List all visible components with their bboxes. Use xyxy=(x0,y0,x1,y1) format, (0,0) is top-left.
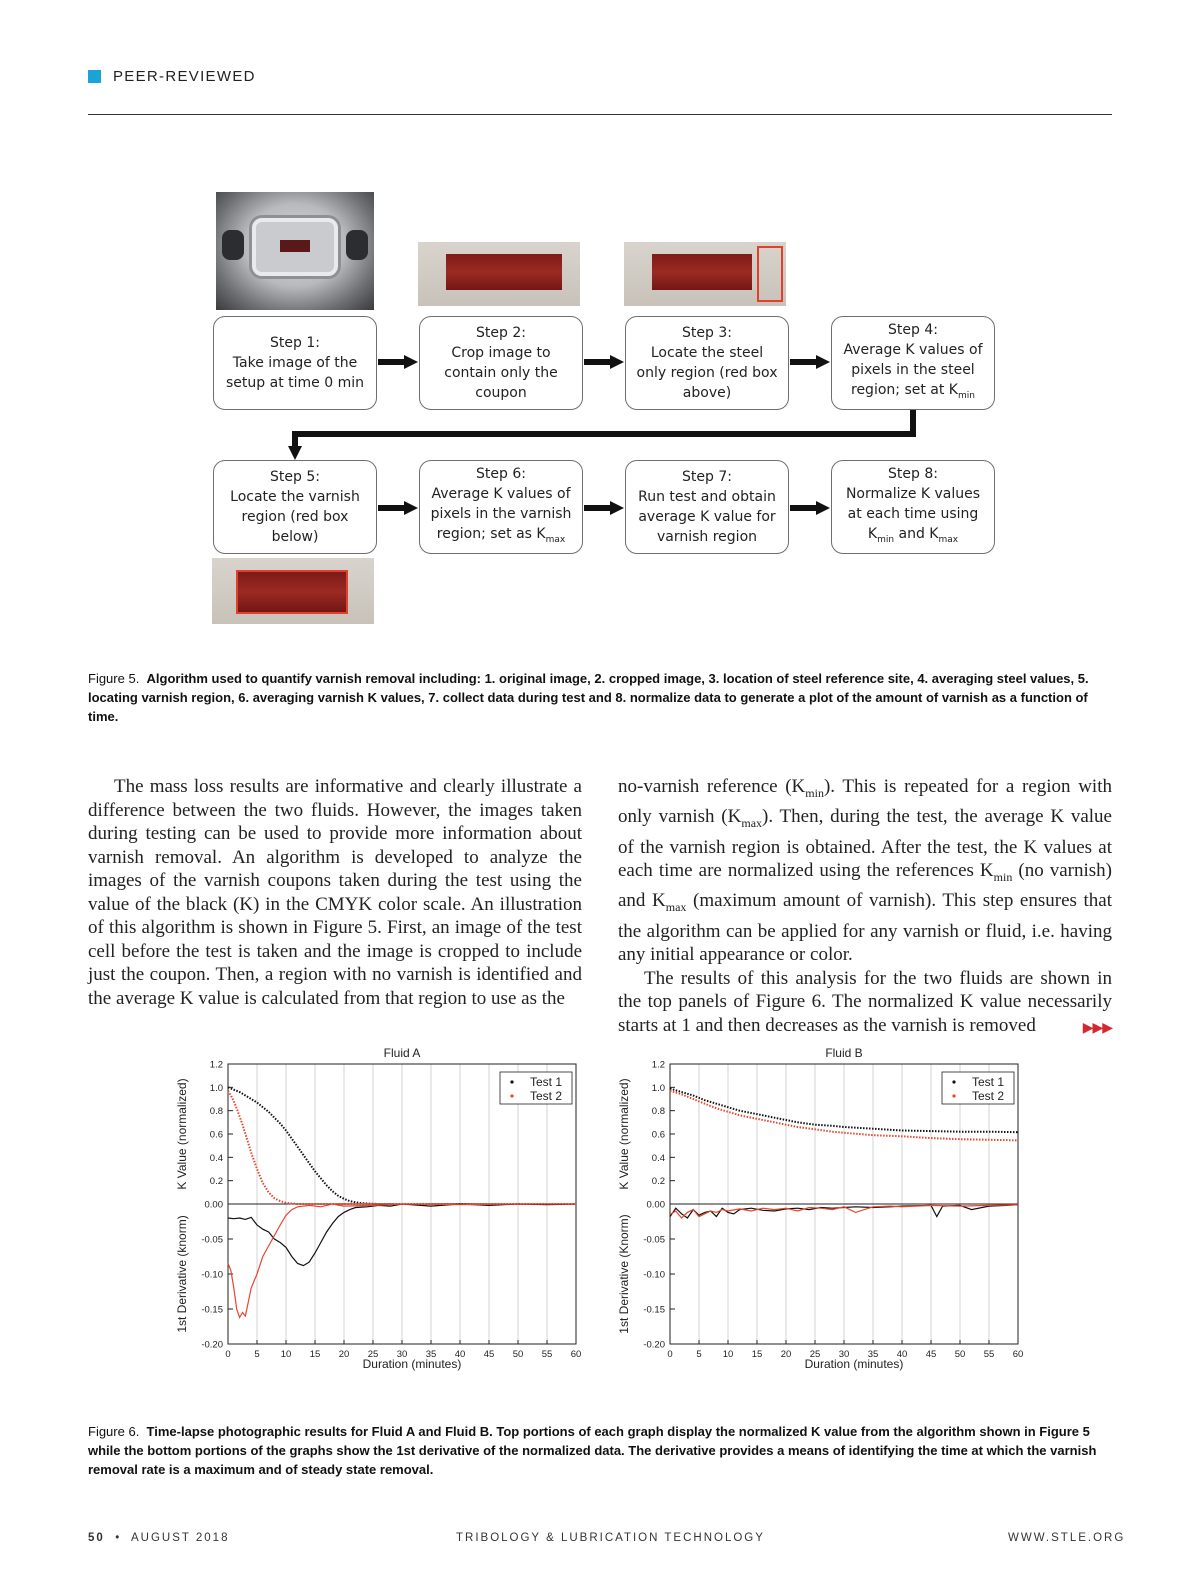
chart-fluid-b-svg xyxy=(612,1046,1032,1396)
legend-marker xyxy=(952,1094,955,1097)
y-tick-label: -0.20 xyxy=(643,1339,665,1351)
x-tick-label: 60 xyxy=(1012,1349,1024,1360)
y-tick-label: -0.20 xyxy=(201,1339,223,1351)
figure5-caption: Figure 5. Algorithm used to quantify varnish removal including: 1. original image, 2. cropped image, 3. location of steel reference site, 4. averaging steel values, 5. locating varnish region, 6. averaging varnish K values, 7. collect data during test and 8. normalize data to generate a plot of the amount of varnish as a function of time. xyxy=(88,671,1089,724)
x-tick-label: 55 xyxy=(983,1349,995,1360)
paragraph: The mass loss results are informative and clearly illustrate a difference between the two fluids. However, the images taken during testing can be used to provide more information about varnish removal. An algorithm is developed to analyze the images of the varnish coupons taken during the test using the value of the black (K) in the CMYK color scale. An illustration of this algorithm is shown in Figure 5. First, an image of the test cell before the test is taken and the image is cropped to include just the coupon. Then, a region with no varnish is identified and the average K value is calculated from that region to use as the xyxy=(88,776,582,1009)
x-tick-label: 20 xyxy=(338,1349,350,1360)
y-axis-label-bottom: 1st Derivative (knorm) xyxy=(175,1215,189,1333)
paragraph: no-varnish reference $(K_{min})$. This is repeated for a region with only varnish $(K_{max})$. Then, during the test, the average K value of the varnish region is obtained. After the test, the K values at each time are normalized using the references $K_{min}$ (no varnish) and $K_{max}$ (maximum amount of varnish). This step ensures that the algorithm can be applied for any varnish or fluid, i.e. having any initial appearance or color. xyxy=(618,776,1113,966)
y-tick-label: 1.2 xyxy=(651,1059,665,1071)
footer-separator: • xyxy=(115,1532,122,1544)
y-tick-label: -0.05 xyxy=(643,1234,665,1246)
x-tick-label: 25 xyxy=(809,1349,821,1360)
continue-arrows-icon: ▶▶▶ xyxy=(1082,1019,1112,1036)
x-tick-label: 5 xyxy=(254,1349,260,1360)
x-tick-label: 30 xyxy=(396,1349,408,1360)
varnish-region-box xyxy=(236,570,348,614)
chart-title: Fluid B xyxy=(825,1046,863,1060)
x-tick-label: 15 xyxy=(751,1349,763,1360)
varnish-region-photo xyxy=(212,558,374,624)
y-tick-label: -0.10 xyxy=(201,1269,223,1281)
x-tick-label: 45 xyxy=(925,1349,937,1360)
x-axis-label: Duration (minutes) xyxy=(362,1357,462,1371)
header-rule xyxy=(88,114,1112,115)
legend-label: Test 2 xyxy=(530,1089,563,1103)
x-axis-label: Duration (minutes) xyxy=(804,1357,904,1371)
x-tick-label: 0 xyxy=(667,1349,673,1360)
x-tick-label: 50 xyxy=(512,1349,524,1360)
issue-date: AUGUST 2018 xyxy=(130,1532,230,1544)
chart-fluid-a-svg xyxy=(170,1046,590,1396)
x-tick-label: 55 xyxy=(541,1349,553,1360)
x-tick-label: 25 xyxy=(367,1349,379,1360)
journal-name: TRIBOLOGY & LUBRICATION TECHNOLOGY xyxy=(456,1532,765,1544)
y-tick-label: -0.15 xyxy=(643,1304,665,1316)
y-tick-label: 1.2 xyxy=(209,1059,223,1071)
step-6-box: Step 6: Average K values of pixels in the varnish region; set as $K_{max}$ xyxy=(419,460,583,554)
y-tick-label: 0.00 xyxy=(646,1199,665,1211)
x-tick-label: 10 xyxy=(722,1349,734,1360)
steel-region-photo xyxy=(624,242,786,306)
step-1-box: Step 1: Take image of the setup at time 0 min xyxy=(213,316,377,410)
cropped-coupon-photo xyxy=(418,242,580,306)
page-number: 50 xyxy=(88,1532,105,1544)
y-tick-label: -0.15 xyxy=(201,1304,223,1316)
x-tick-label: 45 xyxy=(483,1349,495,1360)
section-marker-icon xyxy=(88,70,101,83)
x-tick-label: 60 xyxy=(570,1349,582,1360)
y-axis-label-bottom: 1st Derivative (Knorm) xyxy=(617,1214,631,1334)
legend-marker xyxy=(952,1080,955,1083)
y-tick-label: 0.00 xyxy=(204,1199,223,1211)
y-tick-label: 0.2 xyxy=(209,1176,223,1188)
step-4-box: Step 4: Average K values of pixels in the steel region; set at $K_{min}$ xyxy=(831,316,995,410)
x-tick-label: 40 xyxy=(896,1349,908,1360)
x-tick-label: 35 xyxy=(425,1349,437,1360)
y-tick-label: 0.2 xyxy=(651,1176,665,1188)
y-axis-label-top: K Value (normalized) xyxy=(175,1078,189,1190)
paragraph: The results of this analysis for the two fluids are shown in the top panels of Figure 6. The normalized K value necessarily starts at 1 and then decreases as the varnish is removed ▶▶▶ xyxy=(618,967,1112,1038)
x-tick-label: 5 xyxy=(696,1349,702,1360)
y-tick-label: 0.8 xyxy=(651,1106,665,1118)
steel-region-box xyxy=(757,246,783,302)
y-tick-label: -0.05 xyxy=(201,1234,223,1246)
y-tick-label: 1.0 xyxy=(209,1082,223,1094)
chart-fluid-b xyxy=(612,1046,1032,1401)
y-tick-label: 0.6 xyxy=(209,1129,223,1141)
website-url: WWW.STLE.ORG xyxy=(1008,1532,1126,1544)
x-tick-label: 10 xyxy=(280,1349,292,1360)
x-tick-label: 15 xyxy=(309,1349,321,1360)
x-tick-label: 35 xyxy=(867,1349,879,1360)
legend-label: Test 2 xyxy=(972,1089,1005,1103)
section-label: PEER-REVIEWED xyxy=(113,67,256,85)
chart-title: Fluid A xyxy=(383,1046,421,1060)
legend-label: Test 1 xyxy=(972,1075,1005,1089)
step-3-box: Step 3: Locate the steel only region (red box above) xyxy=(625,316,789,410)
body-column-left xyxy=(88,775,582,1010)
y-tick-label: 0.8 xyxy=(209,1106,223,1118)
figure6-caption: Figure 6. Time-lapse photographic results for Fluid A and Fluid B. Top portions of each graph display the normalized K value from the algorithm shown in Figure 5 while the bottom portions of the graphs show the 1st derivative of the normalized data. The derivative provides a means of identifying the time at which the varnish removal rate is a maximum and of steady state removal. xyxy=(88,1424,1097,1477)
footer-left xyxy=(88,1532,229,1544)
body-column-right xyxy=(618,775,1112,1040)
y-tick-label: 1.0 xyxy=(651,1082,665,1094)
setup-photo xyxy=(216,192,374,310)
step-8-box: Step 8: Normalize K values at each time using $K_{min}$ and $K_{max}$ xyxy=(831,460,995,554)
legend-marker xyxy=(510,1094,513,1097)
y-axis-label-top: K Value (normalized) xyxy=(617,1078,631,1190)
legend-marker xyxy=(510,1080,513,1083)
y-tick-label: 0.4 xyxy=(209,1152,223,1164)
x-tick-label: 0 xyxy=(225,1349,231,1360)
x-tick-label: 40 xyxy=(454,1349,466,1360)
section-header xyxy=(88,66,256,86)
x-tick-label: 30 xyxy=(838,1349,850,1360)
step-5-box: Step 5: Locate the varnish region (red box below) xyxy=(213,460,377,554)
step-7-box: Step 7: Run test and obtain average K value for varnish region xyxy=(625,460,789,554)
legend-label: Test 1 xyxy=(530,1075,563,1089)
x-tick-label: 50 xyxy=(954,1349,966,1360)
step-2-box: Step 2: Crop image to contain only the coupon xyxy=(419,316,583,410)
flow-arrows xyxy=(0,0,1200,700)
y-tick-label: 0.4 xyxy=(651,1152,665,1164)
chart-fluid-a xyxy=(170,1046,590,1401)
y-tick-label: 0.6 xyxy=(651,1129,665,1141)
x-tick-label: 20 xyxy=(780,1349,792,1360)
y-tick-label: -0.10 xyxy=(643,1269,665,1281)
